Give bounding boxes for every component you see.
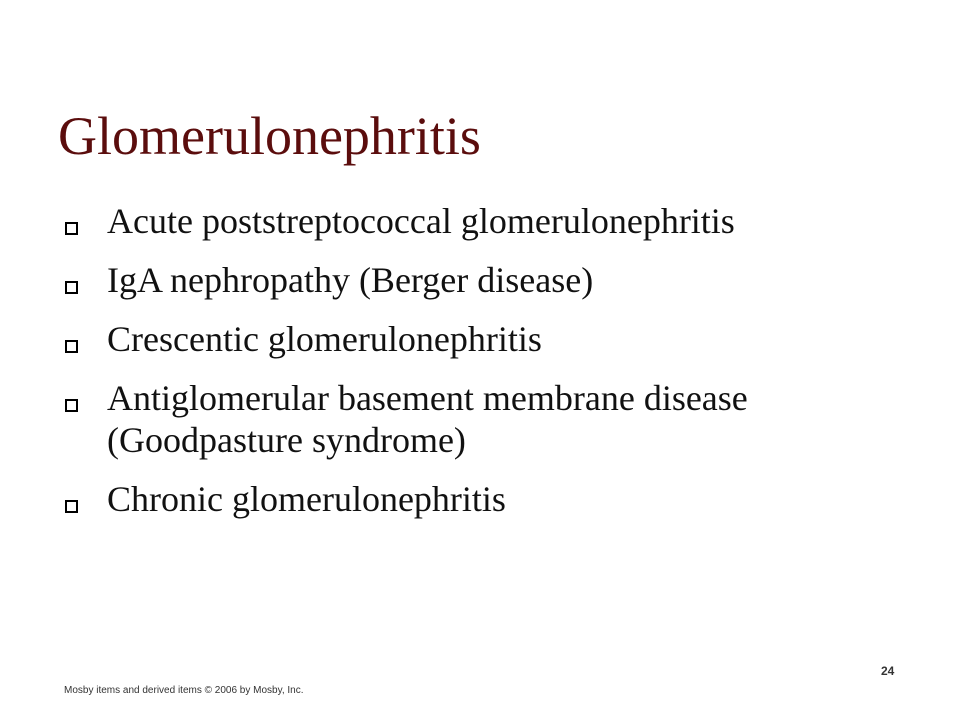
bullet-item [62, 377, 942, 461]
bullet-text: Chronic glomerulonephritis [107, 479, 506, 519]
hollow-square-icon [65, 222, 78, 235]
bullet-text: Acute poststreptococcal glomerulonephritis [107, 201, 735, 241]
hollow-square-icon [65, 500, 78, 513]
bullet-text: Crescentic glomerulonephritis [107, 319, 542, 359]
page-number: 24 [881, 664, 895, 678]
copyright-footer: Mosby items and derived items © 2006 by Mosby, Inc. [64, 685, 304, 696]
bullet-item [62, 318, 942, 360]
hollow-square-icon [65, 399, 78, 412]
bullet-item [62, 478, 942, 520]
bullet-item [62, 259, 942, 301]
hollow-square-icon [65, 281, 78, 294]
hollow-square-icon [65, 340, 78, 353]
bullet-text: Antiglomerular basement membrane disease (Goodpasture syndrome) [107, 378, 748, 460]
bullet-text: IgA nephropathy (Berger disease) [107, 260, 594, 300]
slide-title: Glomerulonephritis [58, 106, 481, 166]
bullet-item [62, 200, 942, 242]
bullet-list [62, 200, 942, 537]
